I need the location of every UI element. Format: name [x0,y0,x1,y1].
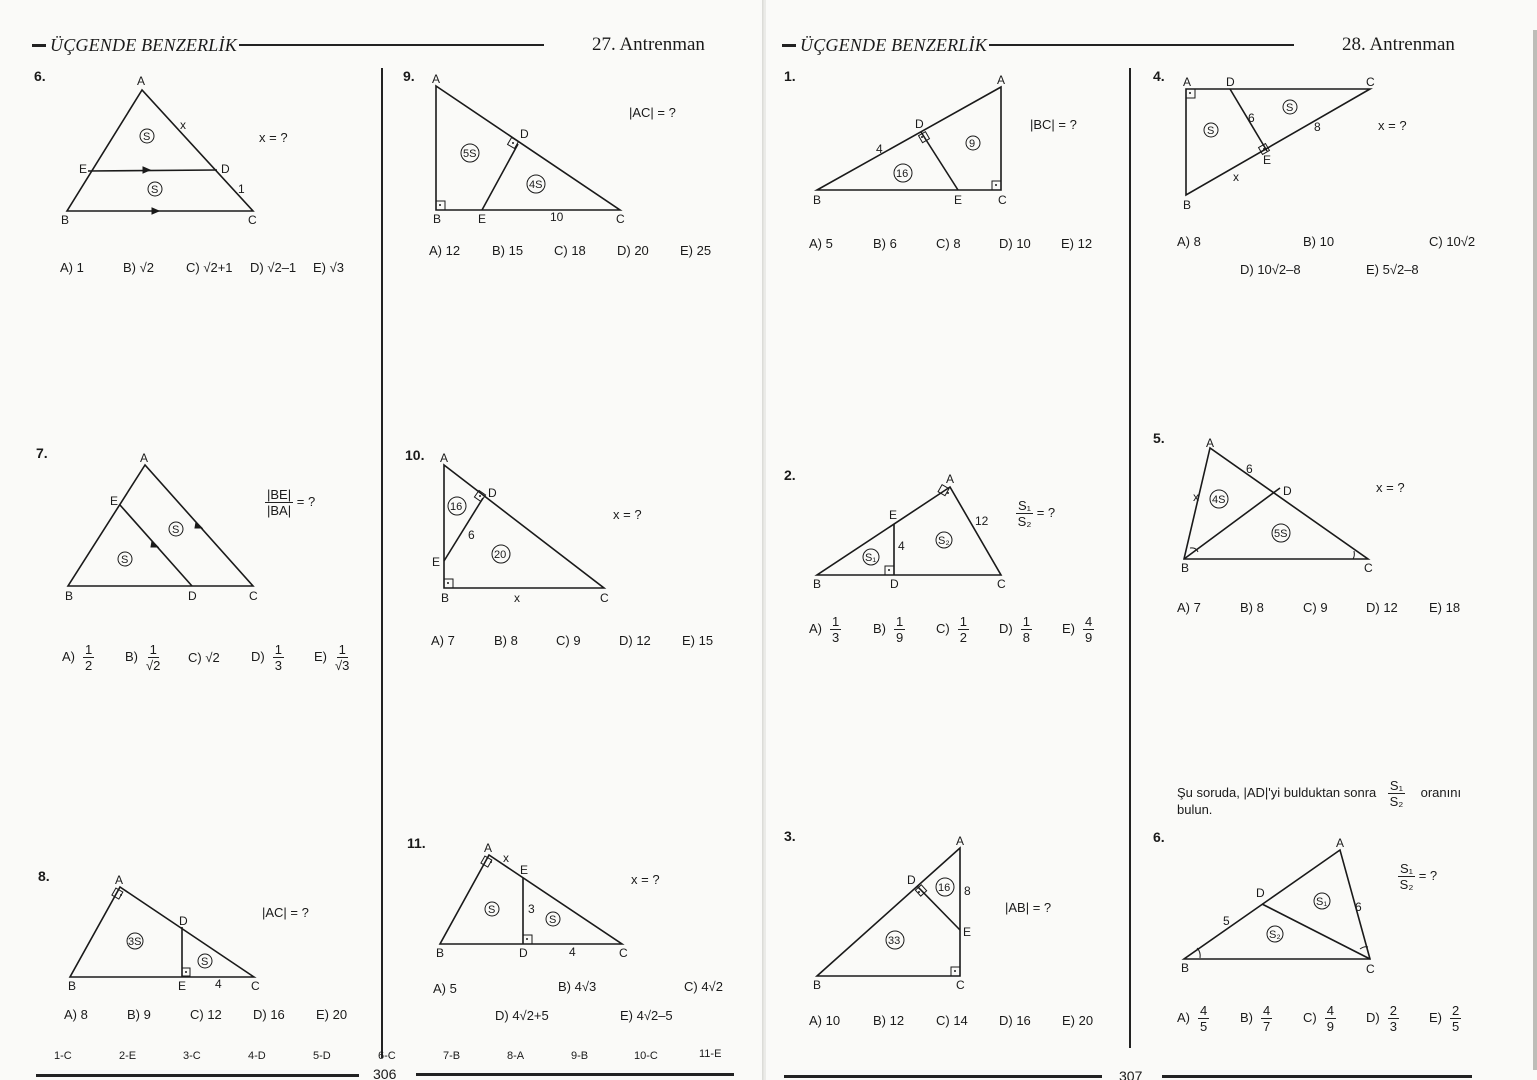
svg-text:x: x [1233,170,1239,184]
svg-text:B: B [441,591,450,605]
svg-text:3: 3 [528,902,535,916]
svg-text:9: 9 [969,138,976,150]
svg-text:6: 6 [1355,900,1362,914]
svg-text:B: B [68,979,77,993]
svg-text:6: 6 [1246,462,1253,476]
option-c[interactable]: C) √2+1 [186,260,233,275]
svg-text:S: S [121,554,129,566]
svg-text:C: C [619,946,628,960]
column-divider [381,68,383,1058]
triangle-figure-q9 [428,72,638,232]
svg-text:C: C [249,589,258,603]
option-e[interactable]: E) 25 [680,243,712,258]
header-rule [239,44,544,46]
svg-text:B: B [813,193,822,207]
question-prompt: |AB| = ? [1005,900,1052,915]
svg-text:E: E [954,193,963,207]
svg-text:6: 6 [468,528,475,542]
header-section: 28. Antrenman [1342,34,1455,55]
answer-key-item: 10-C [634,1050,658,1062]
svg-text:x: x [180,118,186,132]
option-a[interactable]: A) 5 [809,236,833,251]
svg-text:C: C [998,193,1007,207]
question-prompt: |AC| = ? [629,105,676,120]
svg-text:E: E [178,979,187,993]
triangle-figure-q6-right [1176,835,1376,975]
svg-text:C: C [997,577,1006,591]
answer-key-item: 4-D [248,1050,266,1062]
option-d[interactable]: D) $\frac{2}{3}$ [1366,1003,1397,1034]
svg-text:C: C [616,212,625,226]
option-c[interactable]: C) 14 [936,1013,968,1028]
svg-text:S: S [1286,102,1294,114]
svg-text:B: B [1183,198,1192,212]
answer-key-item: 5-D [313,1050,331,1062]
header-topic: ÜÇGENDE BENZERLİK [50,34,237,55]
svg-text:x: x [514,591,520,605]
option-c[interactable]: C) 4√2 [684,979,723,994]
option-d[interactable]: D) 20 [617,243,649,258]
left-page-header [32,32,732,58]
page-number: 306 [373,1066,397,1080]
option-b[interactable]: B) 8 [494,633,518,648]
svg-text:D: D [519,946,528,960]
svg-text:D: D [488,486,497,500]
svg-text:S: S [151,184,159,196]
option-b[interactable]: B) 4√3 [558,979,597,994]
right-page [766,0,1537,1080]
svg-text:D: D [179,914,188,928]
header-dash [782,44,796,47]
option-d[interactable]: D) 16 [999,1013,1031,1028]
option-a[interactable]: A) 7 [431,633,455,648]
option-e[interactable]: E) 20 [316,1007,348,1022]
svg-text:D: D [1283,484,1292,498]
svg-text:x: x [503,851,509,865]
answer-key-item: 1-C [54,1050,72,1062]
svg-text:B: B [61,213,70,227]
option-a[interactable]: A) 8 [1177,234,1201,249]
option-e[interactable]: E) 5√2–8 [1366,262,1419,277]
svg-text:D: D [890,577,899,591]
question-prompt: $\frac{\text{S₁}}{\text{S₂}}$ = ? [1017,498,1056,529]
svg-text:B: B [813,978,822,992]
svg-text:S: S [201,956,209,968]
column-divider [1129,68,1131,1048]
question-number: 5. [1153,430,1165,446]
svg-text:B: B [436,946,445,960]
svg-text:20: 20 [494,549,507,561]
option-e[interactable]: E) 4√2–5 [620,1008,673,1023]
option-a[interactable]: A) 10 [809,1013,841,1028]
svg-text:C: C [1366,962,1375,976]
option-a[interactable]: A) $\frac{4}{5}$ [1177,1003,1208,1034]
svg-text:S: S [488,904,496,916]
question-number: 6. [1153,829,1165,845]
svg-text:S₂: S₂ [1269,929,1281,941]
svg-text:16: 16 [450,501,463,513]
svg-text:6: 6 [1248,111,1255,125]
svg-text:D: D [221,162,230,176]
option-b[interactable]: B) 12 [873,1013,905,1028]
question-number: 4. [1153,68,1165,84]
triangle-figure-q11 [432,840,632,970]
svg-text:A: A [1206,436,1215,450]
triangle-figure-q6 [55,72,275,232]
svg-text:B: B [1181,561,1190,575]
question-prompt: x = ? [613,507,642,522]
svg-text:E: E [1263,153,1272,167]
option-a[interactable]: A) 12 [429,243,461,258]
question-number: 2. [784,467,796,483]
svg-text:S: S [143,131,151,143]
option-d[interactable]: D) $\frac{1}{8}$ [999,614,1030,645]
svg-text:E: E [520,863,529,877]
option-b[interactable]: B) $\frac{1}{√2}$ [125,642,161,673]
question-prompt: |BC| = ? [1030,117,1077,132]
svg-text:A: A [946,472,955,486]
question-number: 6. [34,68,46,84]
svg-text:S: S [1207,125,1215,137]
question-number: 9. [403,68,415,84]
triangle-figure-q10 [430,452,620,612]
svg-text:B: B [1181,961,1190,975]
option-d[interactable]: D) 4√2+5 [495,1008,549,1023]
answer-key-item: 7-B [443,1050,461,1062]
svg-text:5S: 5S [1274,528,1288,540]
option-b[interactable]: B) 9 [127,1007,151,1022]
triangle-figure-q5 [1176,435,1376,575]
option-d[interactable]: D) 10√2–8 [1240,262,1301,277]
footer-rule-right [1162,1075,1472,1078]
svg-text:E: E [79,162,88,176]
option-c[interactable]: C) 10√2 [1429,234,1476,249]
question-prompt: |AC| = ? [262,905,309,920]
option-c[interactable]: C) 9 [556,633,581,648]
option-a[interactable]: A) 8 [64,1007,88,1022]
svg-text:A: A [997,73,1006,87]
svg-text:4: 4 [569,945,576,959]
option-e[interactable]: E) $\frac{4}{9}$ [1062,614,1093,645]
svg-text:16: 16 [896,168,909,180]
option-e[interactable]: E) 18 [1429,600,1461,615]
page-number: 307 [1119,1068,1143,1080]
option-d[interactable]: D) √2–1 [250,260,297,275]
svg-text:4S: 4S [529,179,543,191]
svg-text:B: B [65,589,74,603]
option-b[interactable]: B) 8 [1240,600,1264,615]
option-e[interactable]: E) 12 [1061,236,1093,251]
page-edge-shadow [1533,30,1537,1070]
svg-text:C: C [1366,75,1375,89]
option-b[interactable]: B) $\frac{1}{9}$ [873,614,904,645]
svg-text:3S: 3S [128,936,142,948]
svg-text:B: B [813,577,822,591]
svg-text:D: D [1256,886,1265,900]
option-e[interactable]: E) $\frac{2}{5}$ [1429,1003,1460,1034]
triangle-figure-q8 [65,875,275,995]
svg-text:S₁: S₁ [1316,896,1328,908]
svg-text:S: S [172,524,180,536]
question-number: 8. [38,868,50,884]
question-note: Şu soruda, |AD|'yi bulduktan sonra $\frac{\text{S₁}}{\text{S₂}}$ oranını bulun. [1177,778,1462,817]
option-e[interactable]: E) 20 [1062,1013,1094,1028]
svg-text:C: C [956,978,965,992]
triangle-figure-q4 [1176,72,1386,212]
question-prompt: x = ? [1378,118,1407,133]
option-b[interactable]: B) √2 [123,260,154,275]
svg-text:5S: 5S [463,148,477,160]
svg-text:E: E [432,555,441,569]
option-d[interactable]: D) $\frac{1}{3}$ [251,642,282,673]
header-section: 27. Antrenman [592,34,705,55]
option-c[interactable]: C) 12 [190,1007,222,1022]
option-a[interactable]: A) $\frac{1}{3}$ [809,614,840,645]
svg-text:A: A [115,873,124,887]
option-b[interactable]: B) 10 [1303,234,1335,249]
option-e[interactable]: E) 15 [682,633,714,648]
header-topic: ÜÇGENDE BENZERLİK [800,34,987,55]
svg-text:E: E [963,925,972,939]
option-a[interactable]: A) 7 [1177,600,1201,615]
svg-text:16: 16 [938,882,951,894]
question-prompt: x = ? [631,872,660,887]
svg-text:D: D [188,589,197,603]
header-dash [32,44,46,47]
svg-text:4: 4 [898,539,905,553]
answer-key-item: 2-E [119,1050,137,1062]
question-prompt: $\frac{\text{S₁}}{\text{S₂}}$ = ? [1399,861,1438,892]
answer-key-item: 3-C [183,1050,201,1062]
svg-text:D: D [915,117,924,131]
question-number: 3. [784,828,796,844]
question-number: 11. [407,835,426,851]
option-c[interactable]: C) 8 [936,236,961,251]
option-a[interactable]: A) $\frac{1}{2}$ [62,642,93,673]
footer-rule-left [784,1075,1102,1078]
question-prompt: $\frac{|BE|}{|BA|}$ = ? [267,487,316,518]
answer-key-item: 8-A [507,1050,525,1062]
svg-text:S₂: S₂ [938,535,950,547]
answer-key-item: 6-C [378,1050,396,1062]
option-d[interactable]: D) 10 [999,236,1031,251]
option-c[interactable]: C) $\frac{4}{9}$ [1303,1003,1334,1034]
question-prompt: x = ? [1376,480,1405,495]
left-page [0,0,764,1080]
svg-text:D: D [907,873,916,887]
triangle-figure-q3 [809,832,989,992]
option-a[interactable]: A) 5 [433,981,457,996]
svg-text:E: E [889,508,898,522]
option-b[interactable]: B) 15 [492,243,524,258]
answer-key-item: 9-B [571,1050,589,1062]
option-b[interactable]: B) 6 [873,236,897,251]
svg-text:A: A [1183,75,1192,89]
svg-text:4S: 4S [1212,494,1226,506]
header-rule [989,44,1294,46]
footer-rule-right [416,1073,734,1076]
option-e[interactable]: E) $\frac{1}{√3}$ [314,642,350,673]
svg-text:8: 8 [1314,120,1321,134]
option-c[interactable]: C) √2 [188,650,220,665]
question-number: 10. [405,447,425,463]
svg-text:A: A [140,451,149,465]
option-c[interactable]: C) $\frac{1}{2}$ [936,614,967,645]
svg-text:33: 33 [888,935,901,947]
svg-text:B: B [433,212,442,226]
svg-text:A: A [956,834,965,848]
svg-text:E: E [110,494,119,508]
svg-text:C: C [251,979,260,993]
triangle-figure-q2 [809,472,1009,592]
svg-text:D: D [1226,75,1235,89]
svg-text:A: A [432,72,441,86]
triangle-figure-q1 [809,72,1019,212]
triangle-figure-q7 [60,450,280,610]
question-number: 1. [784,68,796,84]
svg-text:10: 10 [550,210,564,224]
svg-text:C: C [1364,561,1373,575]
right-page-header [782,32,1502,58]
option-d[interactable]: D) 12 [619,633,651,648]
svg-text:D: D [520,127,529,141]
option-c[interactable]: C) 18 [554,243,586,258]
svg-text:E: E [478,212,487,226]
svg-text:C: C [248,213,257,227]
option-a[interactable]: A) 1 [60,260,84,275]
option-b[interactable]: B) $\frac{4}{7}$ [1240,1003,1271,1034]
svg-text:1: 1 [238,182,245,196]
footer-rule-left [36,1074,359,1077]
option-c[interactable]: C) 9 [1303,600,1328,615]
question-number: 7. [36,445,48,461]
svg-text:S₁: S₁ [865,552,877,564]
svg-text:A: A [1336,836,1345,850]
svg-text:A: A [484,841,493,855]
option-d[interactable]: D) 12 [1366,600,1398,615]
svg-text:A: A [440,451,449,465]
svg-text:S: S [549,914,557,926]
svg-text:5: 5 [1223,914,1230,928]
svg-text:x: x [1193,490,1199,504]
svg-text:4: 4 [876,142,883,156]
answer-key-item: 11-E [699,1048,722,1060]
option-d[interactable]: D) 16 [253,1007,285,1022]
svg-text:4: 4 [215,977,222,991]
question-prompt: x = ? [259,130,288,145]
option-e[interactable]: E) √3 [313,260,344,275]
svg-text:12: 12 [975,514,989,528]
svg-text:A: A [137,74,146,88]
svg-text:C: C [600,591,609,605]
svg-text:8: 8 [964,884,971,898]
